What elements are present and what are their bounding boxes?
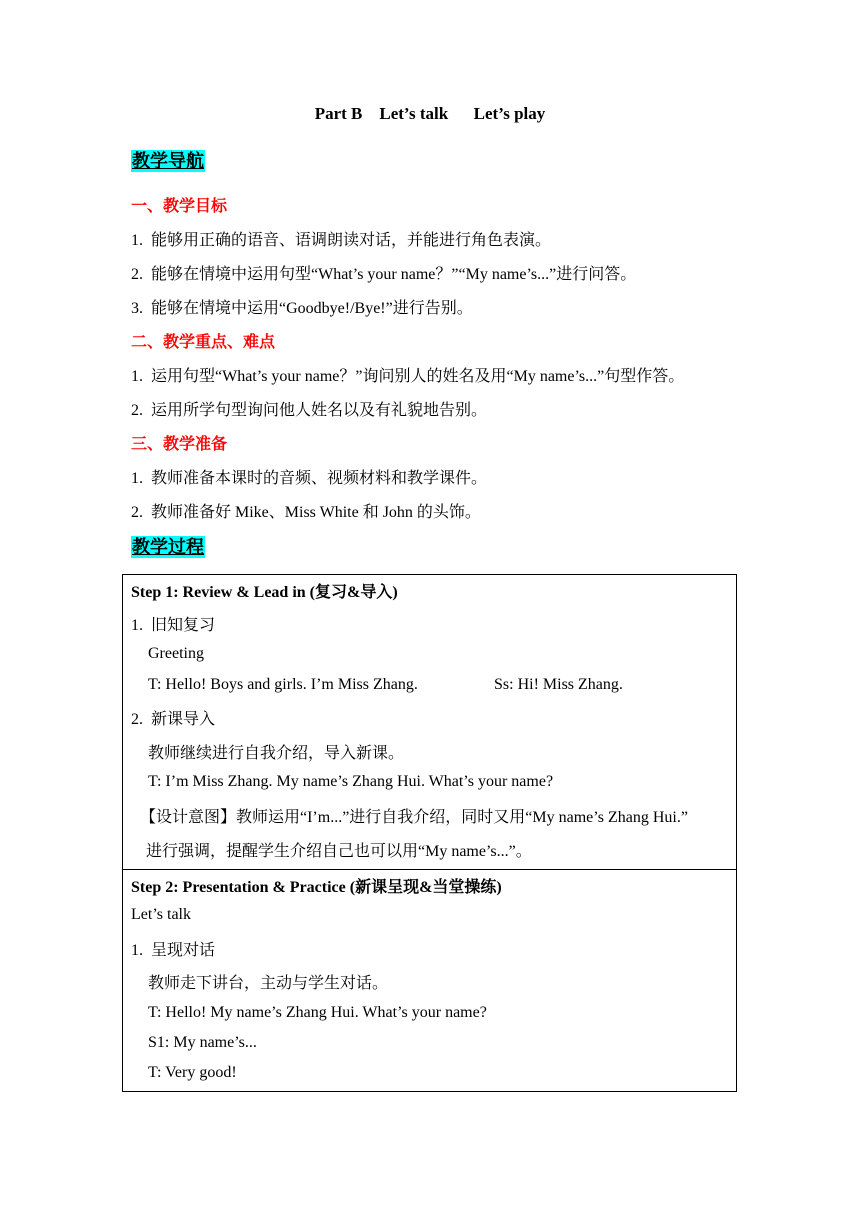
objective-item: 3. 能够在情境中运用“Goodbye!/Bye!”进行告别。	[131, 300, 473, 317]
dialog-teacher-line: T: Hello! Boys and girls. I’m Miss Zhang.	[148, 676, 418, 693]
step-1-subheading-review: 1. 旧知复习	[131, 617, 216, 634]
page-title: Part B Let’s talk Let’s play	[314, 104, 546, 123]
preparation-heading: 三、教学准备	[131, 436, 228, 453]
table-row-step-1	[123, 575, 737, 870]
step-1-subheading-lead-in: 2. 新课导入	[131, 711, 216, 728]
step-2-subheading-present: 1. 呈现对话	[131, 942, 216, 959]
greeting-label: Greeting	[148, 645, 204, 662]
present-description: 教师走下讲台，主动与学生对话。	[148, 975, 389, 992]
step-1-cell	[123, 575, 737, 870]
step-2-heading: Step 2: Presentation & Practice (新课呈现&当堂操练)	[131, 879, 502, 896]
lead-in-description: 教师继续进行自我介绍，导入新课。	[148, 745, 405, 762]
key-point-item: 1. 运用句型“What’s your name？”询问别人的姓名及用“My name’s...”句型作答。	[131, 368, 685, 385]
objectives-heading: 一、教学目标	[131, 198, 228, 215]
design-intent-line-1: 【设计意图】教师运用“I’m...”进行自我介绍，同时又用“My name’s Zhang Hui.”	[140, 809, 688, 826]
objective-item: 2. 能够在情境中运用句型“What’s your name？”“My name’s...”进行问答。	[131, 266, 637, 283]
objective-item: 1. 能够用正确的语音、语调朗读对话，并能进行角色表演。	[131, 232, 552, 249]
dialog-students-line: Ss: Hi! Miss Zhang.	[494, 676, 623, 693]
key-points-heading: 二、教学重点、难点	[131, 334, 276, 351]
key-point-item: 2. 运用所学句型询问他人姓名以及有礼貌地告别。	[131, 402, 488, 419]
teaching-process-table	[122, 574, 737, 1092]
section-heading-teaching-navigation: 教学导航	[132, 151, 204, 171]
preparation-item: 1. 教师准备本课时的音频、视频材料和教学课件。	[131, 470, 488, 487]
dialog-student-line: S1: My name’s...	[148, 1034, 257, 1051]
lets-talk-label: Let’s talk	[131, 906, 191, 923]
dialog-teacher-line-1: T: Hello! My name’s Zhang Hui. What’s your name?	[148, 1004, 487, 1021]
dialog-teacher-line-2: T: Very good!	[148, 1064, 237, 1081]
section-heading-teaching-process: 教学过程	[132, 537, 204, 557]
teacher-intro-line: T: I’m Miss Zhang. My name’s Zhang Hui. What’s your name?	[148, 773, 554, 790]
table-row-step-2	[123, 870, 737, 1092]
step-1-heading: Step 1: Review & Lead in (复习&导入)	[131, 584, 398, 601]
step-2-cell	[123, 870, 737, 1092]
design-intent-line-2: 进行强调，提醒学生介绍自己也可以用“My name’s...”。	[146, 843, 532, 860]
preparation-item: 2. 教师准备好 Mike、Miss White 和 John 的头饰。	[131, 504, 481, 521]
